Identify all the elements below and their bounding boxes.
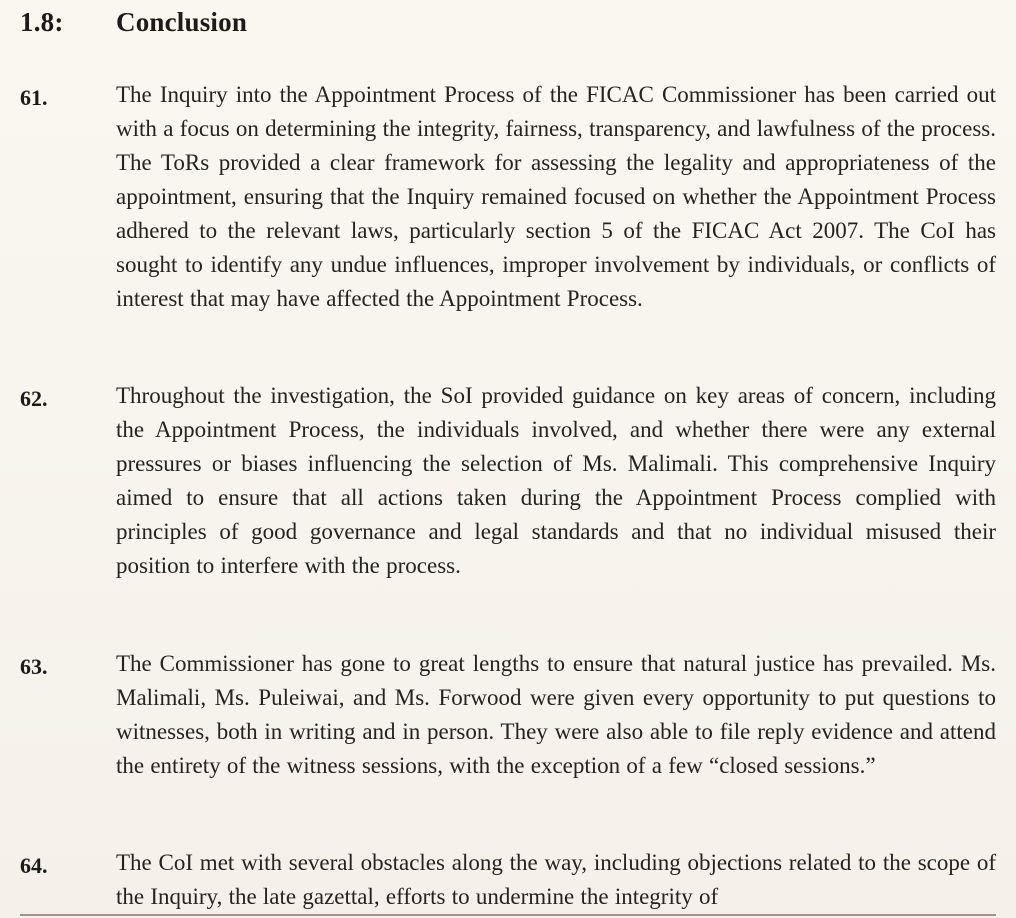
paragraph-62 xyxy=(20,379,1000,623)
paragraph-text: The CoI met with several obstacles along the way, including objections related to the scope of the Inquiry, the late gazettal, efforts to undermine the integrity of xyxy=(116,850,996,909)
paragraph-61 xyxy=(20,78,1000,358)
section-heading xyxy=(20,3,990,41)
page-bottom-rule xyxy=(20,914,996,916)
paragraph-text: Throughout the investigation, the SoI provided guidance on key areas of concern, including the Appointment Process, the individuals involved, and whether there were any external pressures or biases influencing the selection of Ms. Malimali. This comprehensive Inquiry aimed to ensure that all actions taken during the Appointment Process complied with principles of good governance and legal standards and that no individual misused their position to interfere with the process. xyxy=(116,383,996,578)
section-number: 1.8: xyxy=(20,7,64,37)
paragraph-number: 62. xyxy=(20,386,48,411)
paragraph-number: 64. xyxy=(20,853,48,878)
paragraph-text: The Inquiry into the Appointment Process of the FICAC Commissioner has been carried out with a focus on determining the integrity, fairness, transparency, and lawfulness of the process. The ToRs provided a clear framework for assessing the legality and appropriateness of the appointment, ensuring that the Inquiry remained focused on whether the Appointment Process adhered to the relevant laws, particularly section 5 of the FICAC Act 2007. The CoI has sought to identify any undue influences, improper involvement by individuals, or conflicts of interest that may have affected the Appointment Process. xyxy=(116,82,996,311)
paragraph-number: 61. xyxy=(20,85,48,110)
paragraph-number: 63. xyxy=(20,654,48,679)
paragraph-63 xyxy=(20,647,1000,822)
paragraph-text: The Commissioner has gone to great lengths to ensure that natural justice has prevailed. Ms. Malimali, Ms. Puleiwai, and Ms. Forwood were given every opportunity to put questions to witnesses, both in writing and in person. They were also able to file reply evidence and attend the entirety of the witness sessions, with the exception of a few “closed sessions.” xyxy=(116,651,996,778)
section-title: Conclusion xyxy=(116,7,248,37)
paragraph-64 xyxy=(20,846,1000,914)
